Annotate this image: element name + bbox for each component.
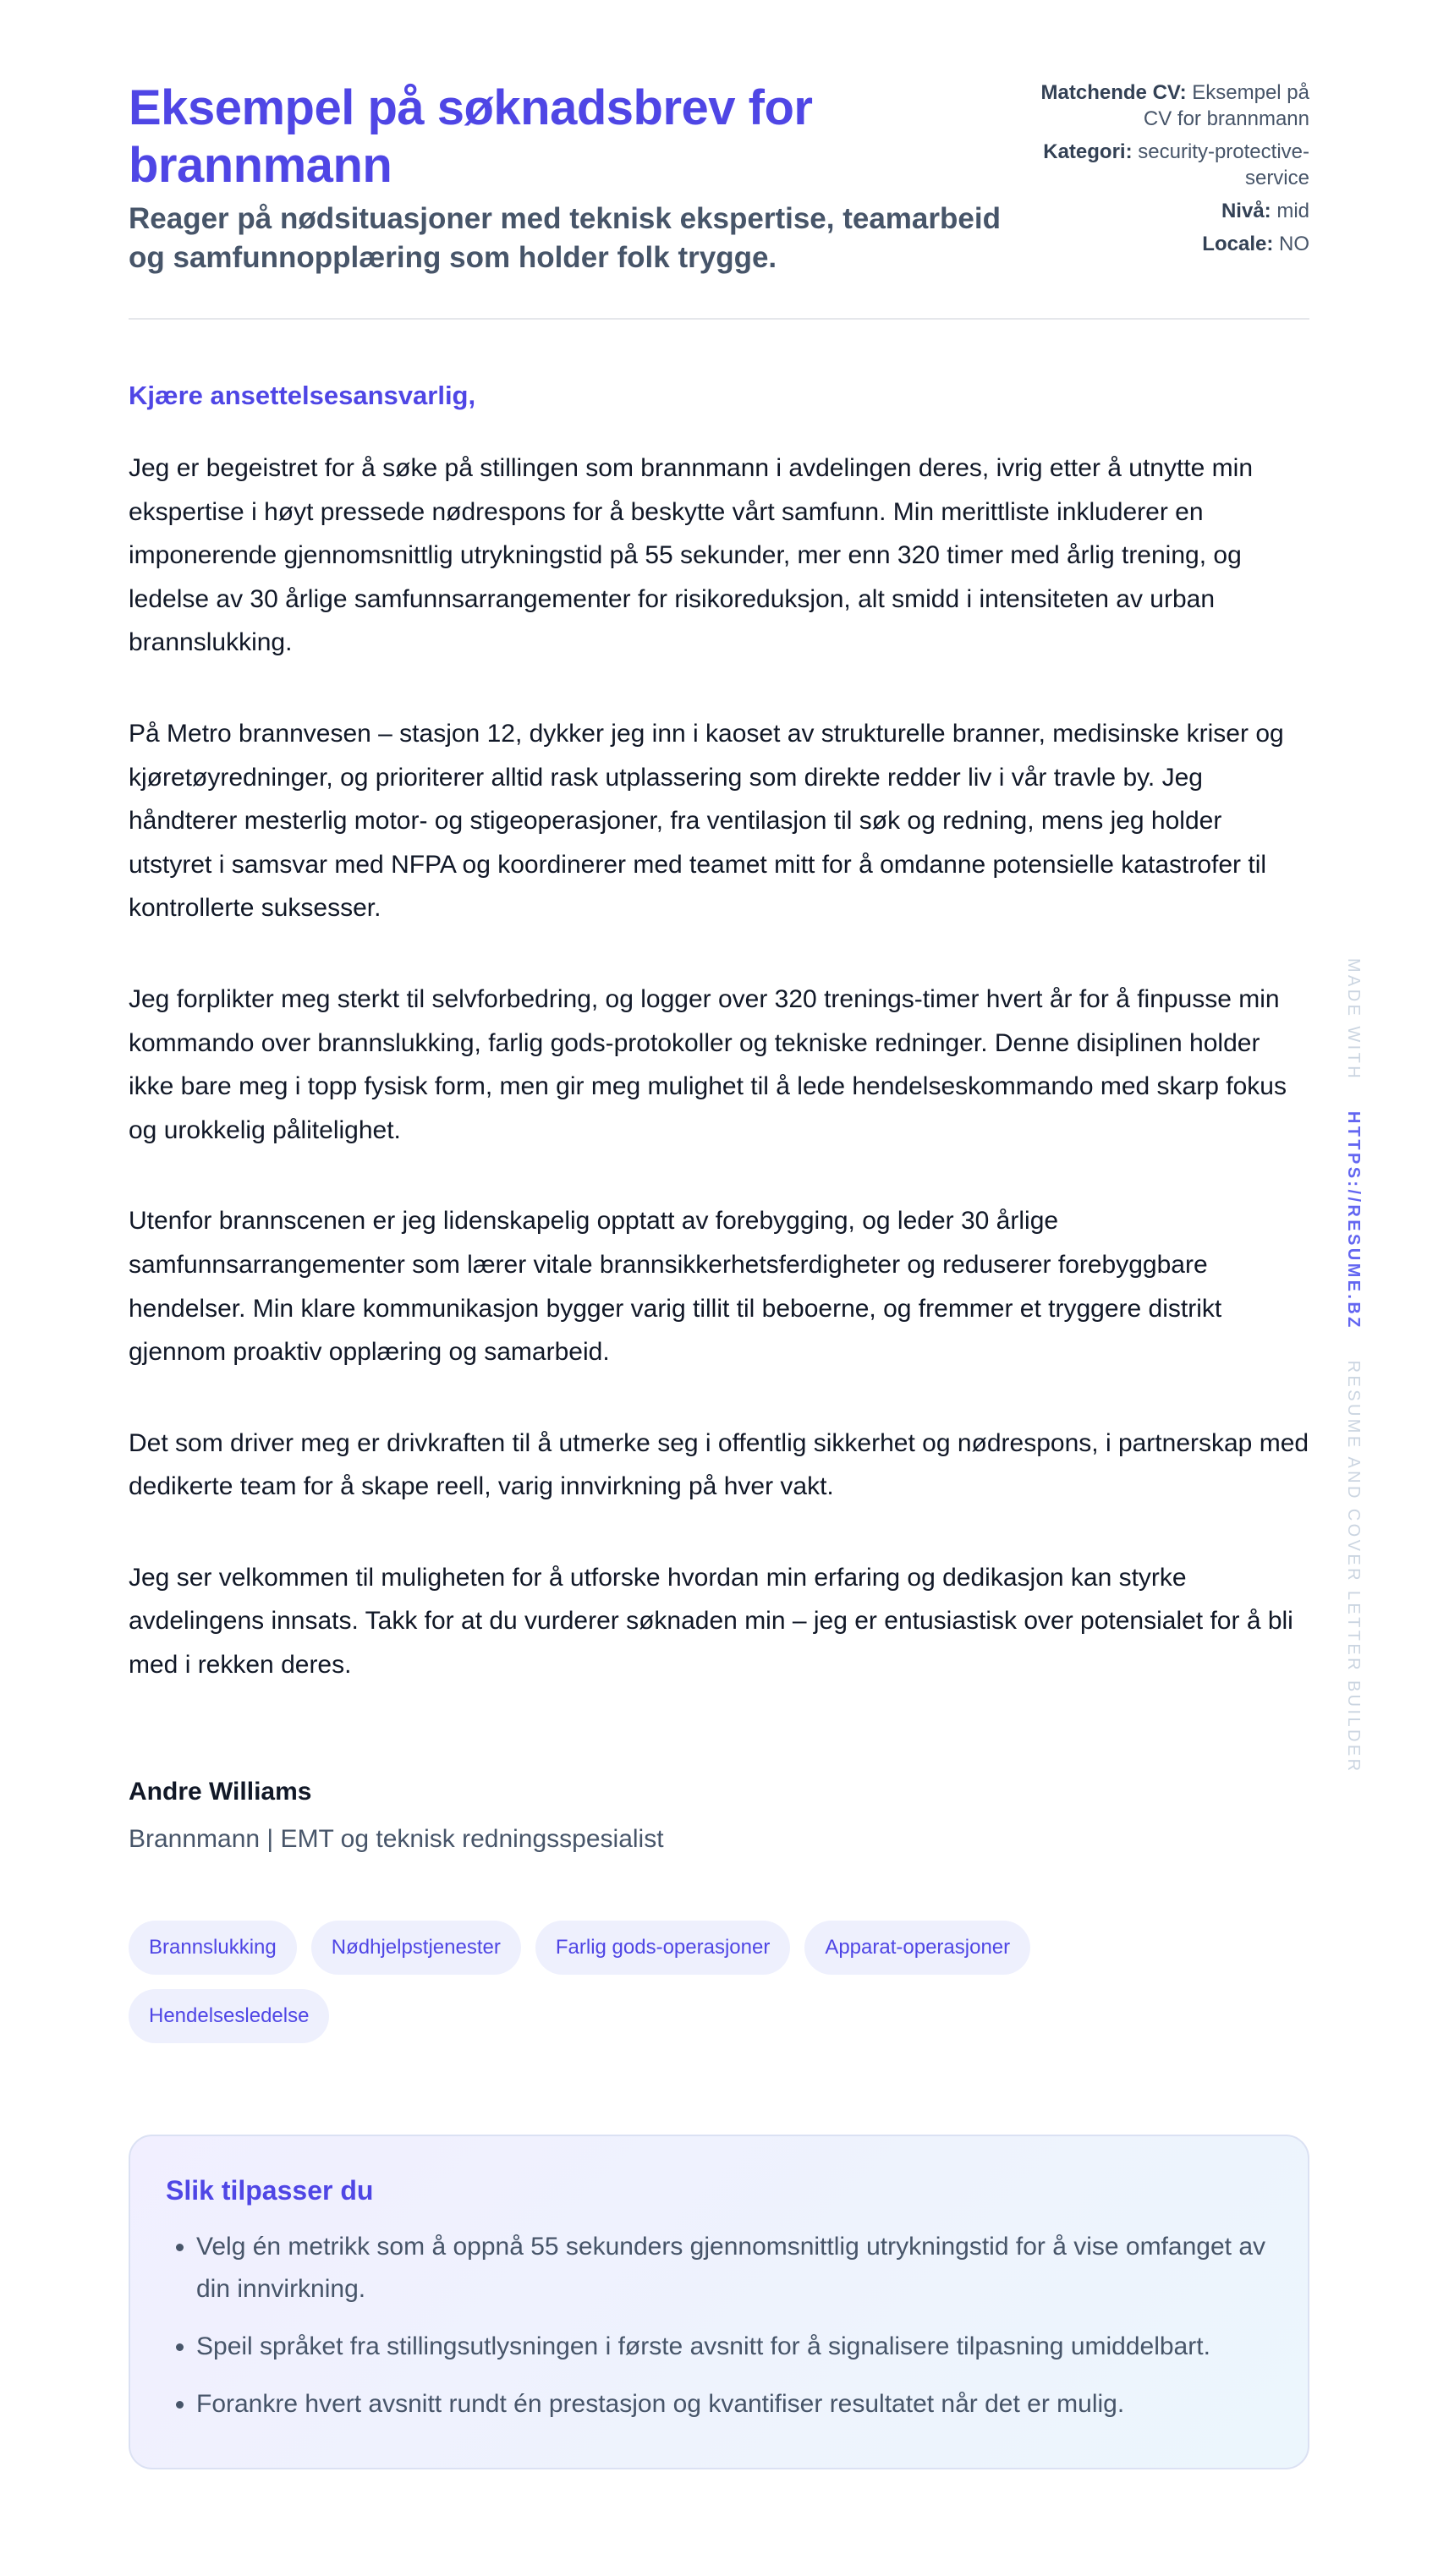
title-block xyxy=(129,79,1025,277)
letter-body xyxy=(129,447,1309,1687)
tip-item: • Forankre hvert avsnitt rundt én prestasjon og kvantifiser resultatet når det er mulig. xyxy=(196,2383,1272,2425)
letter-greeting: Kjære ansettelsesansvarlig, xyxy=(129,381,476,410)
skill-tag: Hendelsesledelse xyxy=(129,1989,329,2043)
meta-level-label: Nivå: xyxy=(1221,200,1271,222)
tips-list xyxy=(166,2226,1272,2425)
page-subtitle: Reager på nødsituasjoner med teknisk ekspertise, teamarbeid og samfunnopplæring som holder folk trygge. xyxy=(129,202,1001,274)
tip-item: • Speil språket fra stillingsutlysningen i første avsnitt for å signalisere tilpasning umiddelbart. xyxy=(196,2326,1272,2368)
meta-locale xyxy=(1039,231,1309,257)
credit-link[interactable]: HTTPS://RESUME.BZ xyxy=(1344,1110,1363,1330)
skill-tag: Brannslukking xyxy=(129,1921,297,1975)
meta-category-label: Kategori: xyxy=(1043,140,1133,163)
signature-role: Brannmann | EMT og teknisk redningsspesialist xyxy=(129,1824,664,1853)
meta-locale-label: Locale: xyxy=(1202,233,1274,255)
tailoring-tips-box xyxy=(129,2135,1309,2469)
letter-paragraph: Det som driver meg er drivkraften til å utmerke seg i offentlig sikkerhet og nødrespons, i partnerskap med dedikerte team for å skape reell, varig innvirkning på hver vakt. xyxy=(129,1428,1309,1501)
letter-paragraph: Jeg forplikter meg sterkt til selvforbedring, og logger over 320 trenings-timer hvert år for å finpusse min kommando over brannslukking, farlig gods-protokoller og tekniske redninger. Denne disiplinen holder ikke bare meg i topp fysisk form, men gir meg mulighet til å lede hendelseskommando med skarp fokus og urokkelig pålitelighet. xyxy=(129,984,1287,1144)
meta-category-value: security-protective-service xyxy=(1138,140,1309,189)
letter-paragraph: Utenfor brannscenen er jeg lidenskapelig opptatt av forebygging, og leder 30 årlige samfunnsarrangementer som lærer vitale brannsikkerhetsferdigheter og reduserer forebyggbare hendelser. Min klare kommunikasjon bygger varig tillit til beboerne, og fremmer et tryggere distrikt gjennom proaktiv opplæring og samarbeid. xyxy=(129,1207,1222,1367)
skill-tag: Farlig gods-operasjoner xyxy=(535,1921,790,1975)
skill-tags xyxy=(129,1921,1144,2043)
meta-level xyxy=(1039,198,1309,224)
skill-tag: Apparat-operasjoner xyxy=(804,1921,1030,1975)
meta-cv-label: Matchende CV: xyxy=(1040,81,1187,104)
meta-category xyxy=(1039,139,1309,191)
meta-panel xyxy=(1039,79,1309,264)
tips-title: Slik tilpasser du xyxy=(166,2174,374,2206)
letter-paragraph: Jeg er begeistret for å søke på stillingen som brannmann i avdelingen deres, ivrig etter å utnytte min ekspertise i høyt pressede nødrespons for å beskytte vårt samfunn. Min merittliste inkluderer en imponerende gjennomsnittlig utrykningstid på 55 sekunder, mer enn 320 timer med årlig trening, og ledelse av 30 årlige samfunnsarrangementer for risikoreduksjon, alt smidd i intensiteten av urban brannslukking. xyxy=(129,454,1254,657)
tip-item: • Velg én metrikk som å oppnå 55 sekunders gjennomsnittlig utrykningstid for å vise omfanget av din innvirkning. xyxy=(196,2226,1272,2310)
skill-tag: Nødhjelpstjenester xyxy=(311,1921,521,1975)
signature-block xyxy=(129,1775,1309,1856)
signature-name: Andre Williams xyxy=(129,1777,312,1806)
letter-paragraph: På Metro brannvesen – stasjon 12, dykker jeg inn i kaoset av strukturelle branner, medisinske kriser og kjøretøyredninger, og prioriterer alltid rask utplassering som direkte redder liv i vår travle by. Jeg håndterer mesterlig motor- og stigeoperasjoner, fra ventilasjon til søk og redning, mens jeg holder utstyret i samsvar med NFPA og koordinerer med teamet mitt for å omdanne potensielle katastrofer til kontrollerte suksesser. xyxy=(129,719,1284,923)
meta-level-value: mid xyxy=(1276,200,1309,222)
credit-suffix: RESUME AND COVER LETTER BUILDER xyxy=(1344,1360,1363,1774)
side-credit xyxy=(1339,958,1368,1774)
credit-prefix: MADE WITH xyxy=(1344,958,1363,1082)
letter-header xyxy=(129,79,1309,320)
meta-locale-value: NO xyxy=(1279,233,1309,255)
letter-paragraph: Jeg ser velkommen til muligheten for å utforske hvordan min erfaring og dedikasjon kan styrke avdelingens innsats. Takk for at du vurderer søknaden min – jeg er entusiastisk over potensialet for å bli med i rekken deres. xyxy=(129,1563,1293,1680)
meta-matching-cv xyxy=(1039,79,1309,132)
cover-letter-page xyxy=(129,79,1309,2469)
meta-cv-value: Eksempel på CV for brannmann xyxy=(1143,81,1309,130)
page-title: Eksempel på søknadsbrev for brannmann xyxy=(129,80,813,193)
